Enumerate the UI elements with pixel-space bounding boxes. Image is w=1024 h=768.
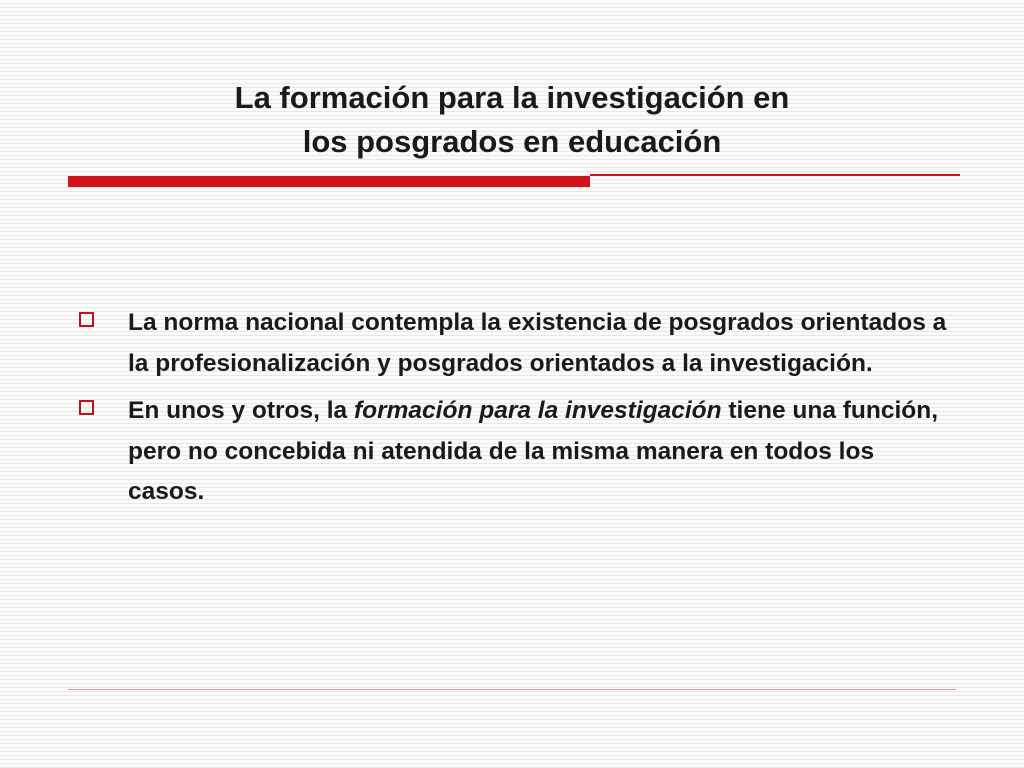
bullet-text-2-after: tiene una función, pero no concebida ni atendida de la misma manera en todos los casos. [128, 397, 939, 505]
bullet-item-2 [74, 391, 954, 513]
slide-title [60, 76, 964, 164]
bullet-text-1: La norma nacional contempla la existencia de posgrados orientados a la profesionalización y posgrados orientados a la investigación. [128, 309, 947, 377]
bullet-list [74, 303, 954, 520]
square-bullet-icon [79, 400, 94, 415]
slide-title-line-2: los posgrados en educación [302, 124, 722, 159]
bullet-text-2-before: En unos y otros, la [128, 397, 354, 424]
title-underline-thick [68, 176, 590, 187]
title-underline-thin [590, 174, 960, 176]
bullet-item-1 [74, 303, 954, 384]
bullet-text-2-emphasis: formación para la investigación [353, 397, 722, 424]
footer-divider [68, 689, 956, 690]
slide-title-line-1: La formación para la investigación en [234, 80, 790, 115]
square-bullet-icon [79, 312, 94, 327]
